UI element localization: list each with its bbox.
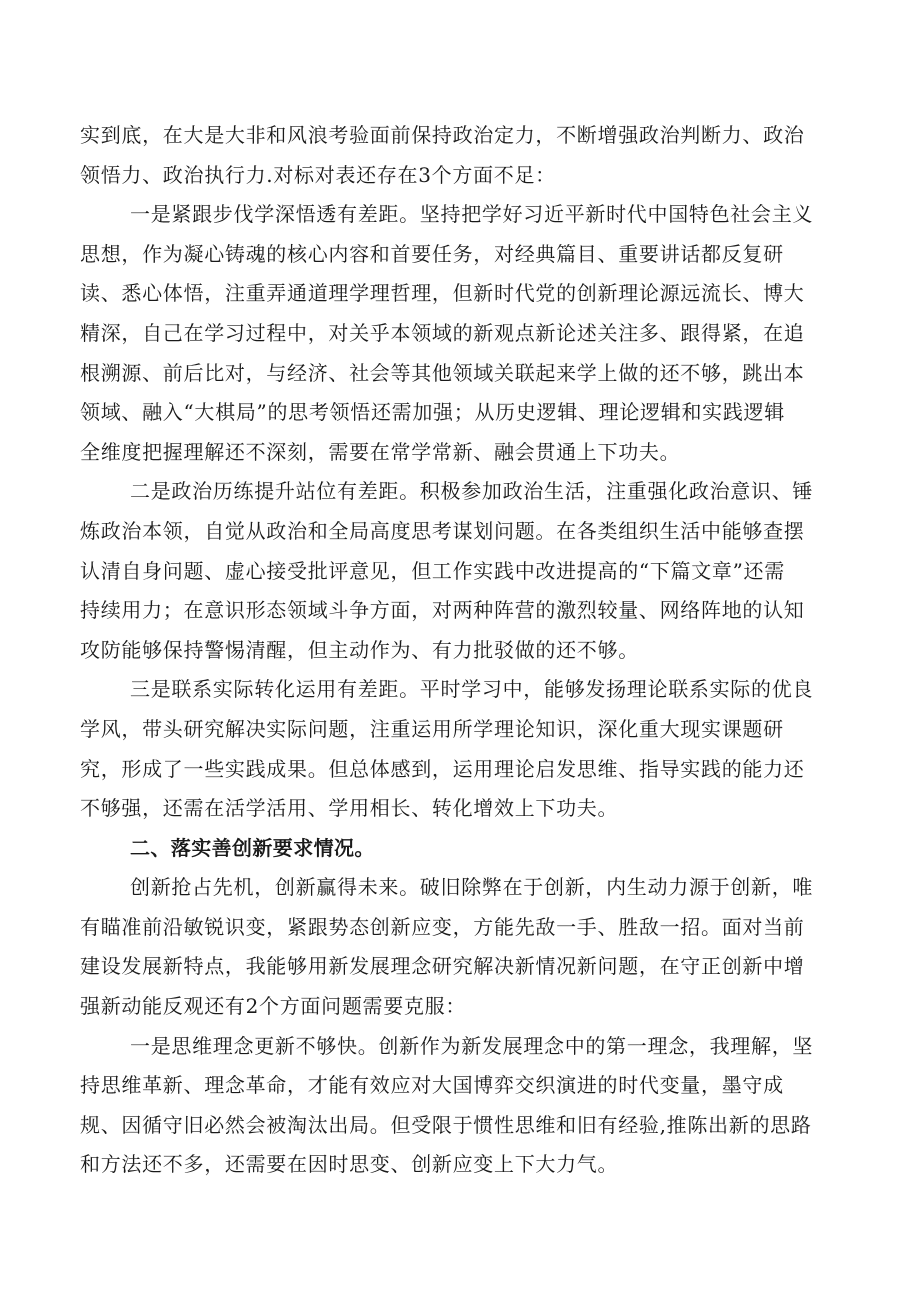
- text-line: 强新动能反观还有2个方面问题需要克服：: [80, 994, 467, 1019]
- text-line: 持思维革新、理念革命，才能有效应对大国博弈交织演进的时代变量，墨守成: [80, 1073, 784, 1098]
- text-line: 实到底，在大是大非和风浪考验面前保持政治定力，不断增强政治判断力、政治: [80, 123, 805, 147]
- text-line: 根溯源、前后比对，与经济、社会等其他领域关联起来学上做的还不够，跳出本: [80, 360, 805, 385]
- text-line: 一是思维理念更新不够快。创新作为新发展理念中的第一理念，我理解，坚: [130, 1033, 814, 1058]
- text-line: 领域、融入“大棋局”的思考领悟还需加强；从历史逻辑、理论逻辑和实践逻辑: [80, 400, 785, 425]
- text-line: 不够强，还需在活学活用、学用相长、转化增效上下功夫。: [80, 796, 619, 821]
- text-line: 究，形成了一些实践成果。但总体感到，运用理论启发思维、指导实践的能力还: [80, 756, 805, 781]
- text-line: 学风，带头研究解决实际问题，注重运用所学理论知识，深化重大现实课题研: [80, 716, 784, 741]
- text-line: 创新抢占先机，创新赢得未来。破旧除弊在于创新，内生动力源于创新，唯: [130, 875, 814, 900]
- text-line: 建设发展新特点，我能够用新发展理念研究解决新情况新问题，在守正创新中增: [80, 954, 805, 979]
- text-line: 一是紧跟步伐学深悟透有差距。坚持把学好习近平新时代中国特色社会主义: [130, 202, 814, 227]
- text-line: 认清自身问题、虚心接受批评意见，但工作实践中改进提高的“下篇文章”还需: [80, 558, 785, 583]
- text-line: 攻防能够保持警惕清醒，但主动作为、有力批驳做的还不够。: [80, 637, 639, 662]
- text-line: 全维度把握理解还不深刻，需要在常学常新、融会贯通上下功夫。: [80, 439, 681, 464]
- document-body: [80, 116, 842, 1185]
- text-line: 二是政治历练提升站位有差距。积极参加政治生活，注重强化政治意识、锤: [130, 479, 814, 504]
- text-line: 思想，作为凝心铸魂的核心内容和首要任务，对经典篇目、重要讲话都反复研: [80, 241, 784, 266]
- section-heading: 二、落实善创新要求情况。: [130, 835, 375, 860]
- text-line: 规、因循守旧必然会被淘汰出局。但受限于惯性思维和旧有经验,推陈出新的思路: [80, 1112, 812, 1137]
- text-line: 领悟力、政治执行力.对标对表还存在3个方面不足：: [80, 162, 556, 187]
- text-line: 炼政治本领，自觉从政治和全局高度思考谋划问题。在各类组织生活中能够查摆: [80, 518, 805, 543]
- text-line: 持续用力；在意识形态领域斗争方面，对两种阵营的激烈较量、网络阵地的认知: [80, 598, 805, 623]
- text-line: 和方法还不多，还需要在因时思变、创新应变上下大力气。: [80, 1152, 619, 1177]
- text-line: 精深，自己在学习过程中，对关乎本领域的新观点新论述关注多、跟得紧，在追: [80, 320, 805, 345]
- text-line: 三是联系实际转化运用有差距。平时学习中，能够发扬理论联系实际的优良: [130, 677, 814, 702]
- text-line: 读、悉心体悟，注重弄通道理学理哲理，但新时代党的创新理论源远流长、博大: [80, 281, 805, 306]
- text-line: 有瞄准前沿敏锐识变，紧跟势态创新应变，方能先敌一手、胜敌一招。面对当前: [80, 914, 805, 939]
